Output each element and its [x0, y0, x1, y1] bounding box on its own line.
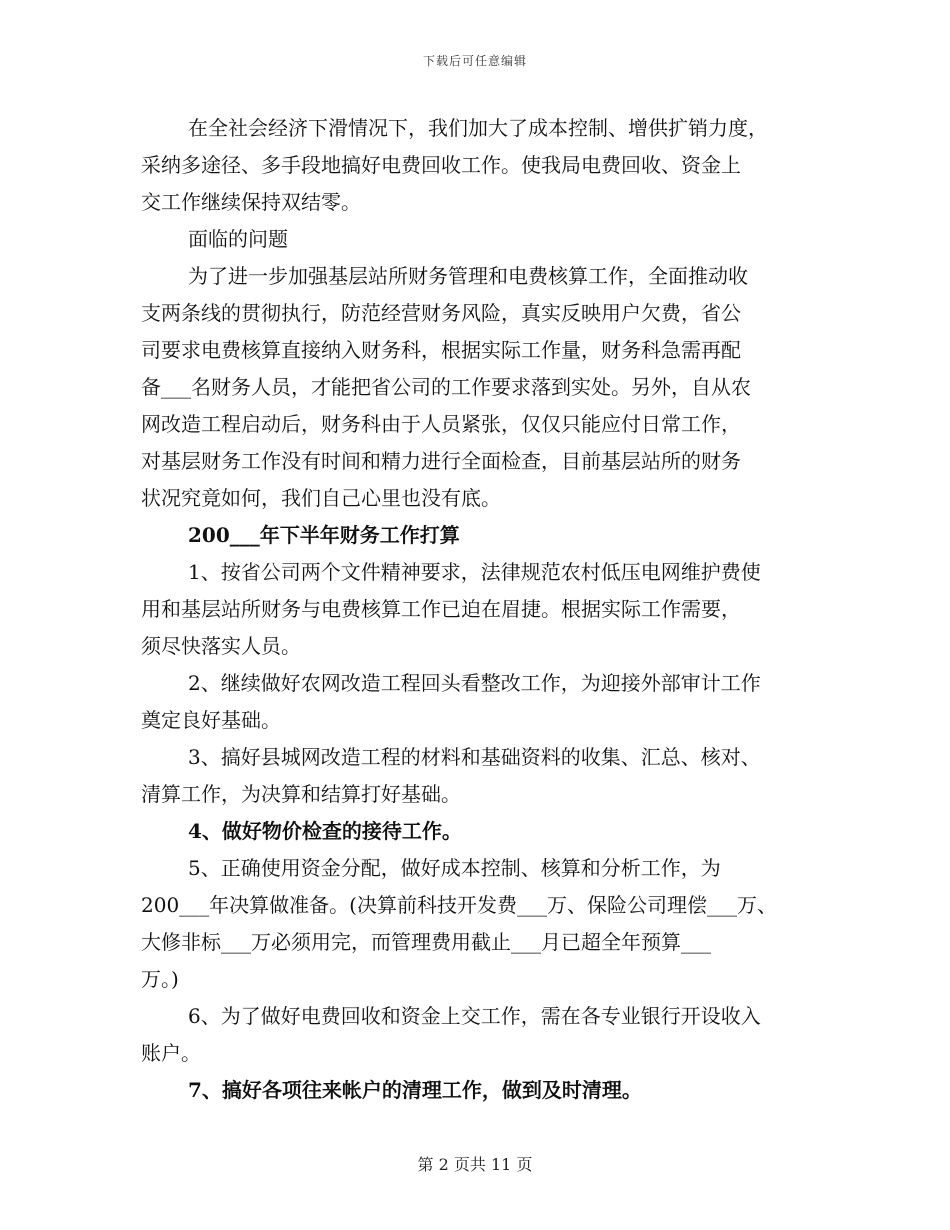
paragraph-line: 200___年决算做准备。(决算前科技开发费___万、保险公司理偿___万、	[141, 893, 777, 917]
paragraph-line: 司要求电费核算直接纳入财务科，根据实际工作量，财务科急需再配	[141, 338, 741, 362]
paragraph-line: 交工作继续保持双结零。	[141, 190, 361, 214]
section-heading: 200___年下半年财务工作打算	[188, 523, 460, 547]
paragraph-line: 对基层财务工作没有时间和精力进行全面检查，目前基层站所的财务	[141, 449, 741, 473]
paragraph-line: 状况究竟如何，我们自己心里也没有底。	[141, 486, 501, 510]
paragraph-line: 2、继续做好农网改造工程回头看整改工作，为迎接外部审计工作	[188, 671, 761, 695]
paragraph-line: 须尽快落实人员。	[141, 634, 301, 658]
document-body	[141, 110, 811, 1109]
paragraph-line: 为了进一步加强基层站所财务管理和电费核算工作，全面推动收	[188, 264, 748, 288]
paragraph-line: 万。)	[141, 967, 179, 991]
paragraph-line: 奠定良好基础。	[141, 708, 281, 732]
list-item-heading: 7、搞好各项往来帐户的清理工作，做到及时清理。	[188, 1078, 642, 1102]
paragraph-line: 3、搞好县城网改造工程的材料和基础资料的收集、汇总、核对、	[188, 745, 761, 769]
paragraph-line: 6、为了做好电费回收和资金上交工作，需在各专业银行开设收入	[188, 1004, 761, 1028]
paragraph-line: 备___名财务人员，才能把省公司的工作要求落到实处。另外，自从农	[141, 375, 751, 399]
paragraph-line: 账户。	[141, 1041, 201, 1065]
page-header: 下载后可任意编辑	[422, 54, 527, 68]
page-footer: 第 2 页共 11 页	[417, 1155, 533, 1174]
paragraph-line: 大修非标___万必须用完，而管理费用截止___月已超全年预算___	[141, 930, 711, 954]
paragraph-line: 1、按省公司两个文件精神要求，法律规范农村低压电网维护费使	[188, 560, 761, 584]
paragraph-line: 网改造工程启动后，财务科由于人员紧张，仅仅只能应付日常工作，	[141, 412, 741, 436]
paragraph-line: 用和基层站所财务与电费核算工作已迫在眉捷。根据实际工作需要，	[141, 597, 741, 621]
paragraph-line: 采纳多途径、多手段地搞好电费回收工作。使我局电费回收、资金上	[141, 153, 741, 177]
paragraph-line: 支两条线的贯彻执行，防范经营财务风险，真实反映用户欠费，省公	[141, 301, 741, 325]
paragraph-line: 在全社会经济下滑情况下，我们加大了成本控制、增供扩销力度，	[188, 116, 768, 140]
paragraph-line: 5、正确使用资金分配，做好成本控制、核算和分析工作，为	[188, 856, 721, 880]
paragraph-line: 清算工作，为决算和结算打好基础。	[141, 782, 461, 806]
list-item-heading: 4、做好物价检查的接待工作。	[188, 819, 462, 843]
section-heading: 面临的问题	[188, 227, 288, 251]
